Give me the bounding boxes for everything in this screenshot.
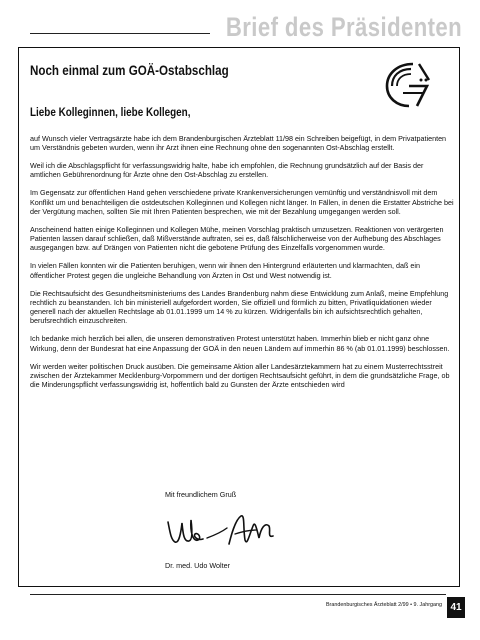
letter-signer: Dr. med. Udo Wolter [165, 561, 230, 570]
letter-salutation: Liebe Kolleginnen, liebe Kollegen, [30, 107, 191, 119]
letter-paragraph: Ich bedanke mich herzlich bei allen, die unseren demonstrativen Protest unterstützt haben. Immerhin blieb er nicht ganz ohne Wirkung, denn der Bundesrat hat eine Anpassung der GOÄ in den neuen Ländern auf immerhin 86 % (ab 01.01.1999) beschlossen. [30, 334, 450, 353]
letter-paragraph: In vielen Fällen konnten wir die Patienten beruhigen, wenn wir ihnen den Hintergrund erläuterten und klarmachten, daß ein öffentlicher Protest gegen die ungleiche Behandlung von Ärzten in Ost und West notwendig ist. [30, 261, 420, 280]
letter-body [30, 134, 455, 398]
goae-logo-icon [383, 60, 433, 110]
letter-paragraph: Weil ich die Abschlagspflicht für verfassungswidrig halte, habe ich empfohlen, die Rechnung grundsätzlich auf der Basis der amtlichen Gebührenordnung für Ärzte ohne den Ost-Abschlag zu erstellen. [30, 161, 424, 180]
page-number: 41 [447, 597, 465, 618]
letter-paragraph: Im Gegensatz zur öffentlichen Hand gehen verschiedene private Krankenversicherungen vernünftig und verständnisvoll mit dem Konflikt um und benachteiligen die ostdeutschen Kolleginnen und Kollegen nicht länger. In Fällen, in denen die Erstatter Abstriche bei der Vergütung machen, sollten Sie mit Ihren Patienten besprechen, wie mit der Bezahlung umgegangen werden soll. [30, 188, 454, 216]
letter-closing: Mit freundlichem Gruß [165, 490, 237, 499]
letter-paragraph: Anscheinend hatten einige Kolleginnen und Kollegen Mühe, meinen Vorschlag praktisch umzusetzen. Reaktionen von verärgerten Patienten lassen darauf schließen, daß Mißverstände auftraten, sei es, daß fälschlicherweise von der Aufhebung des Abschlages ausgegangen bzw. auf Drängen von Patienten nicht die gebotene Prüfung des Einzelfalls vorgenommen wurde. [30, 224, 444, 253]
footer-publication: Brandenburgisches Ärzteblatt 2/99 • 9. Jahrgang [325, 602, 442, 608]
footer-rule [30, 594, 446, 595]
letter-paragraph: Wir werden weiter politischen Druck ausüben. Die gemeinsame Aktion aller Landesärztekammern hat zu einem Musterrechtsstreit zwischen der Ärztekammer Mecklenburg-Vorpommern und der dortigen Rechtsaufsicht geführt, in dem die grundsätzliche Frage, ob die Minderungspflicht verfassungswidrig ist, hoffentlich bald zu Gunsten der Ärzte entschieden wird [30, 361, 450, 390]
page-title: Brief des Präsidenten [225, 12, 462, 42]
header-rule [30, 33, 210, 34]
letter-paragraph: auf Wunsch vieler Vertragsärzte habe ich dem Brandenburgischen Ärzteblatt 11/98 ein Schreiben beigefügt, in dem Privatpatienten um Verständnis gebeten wurden, wenn ihr Arzt ihnen eine Rechnung ohne den sogenannten Ost-Abschlag erstellt. [30, 134, 447, 153]
letter-heading: Noch einmal zum GOÄ-Ostabschlag [30, 63, 229, 78]
signature-image [165, 508, 305, 558]
letter-paragraph: Die Rechtsaufsicht des Gesundheitsministeriums des Landes Brandenburg nahm diese Entwicklung zum Anlaß, meine Empfehlung rechtlich zu beanstanden. Ich bin ministeriell aufgefordert worden, Sie offiziell und förmlich zu bitten, Privatliquidationen wieder generell nach der aktuellen Rechtslage ab 01.01.1999 um 14 % zu kürzen. Widrigenfalls bin ich aufsichtsrechtlich gehalten, berufsrechtlich einzuschreiten. [30, 288, 449, 326]
